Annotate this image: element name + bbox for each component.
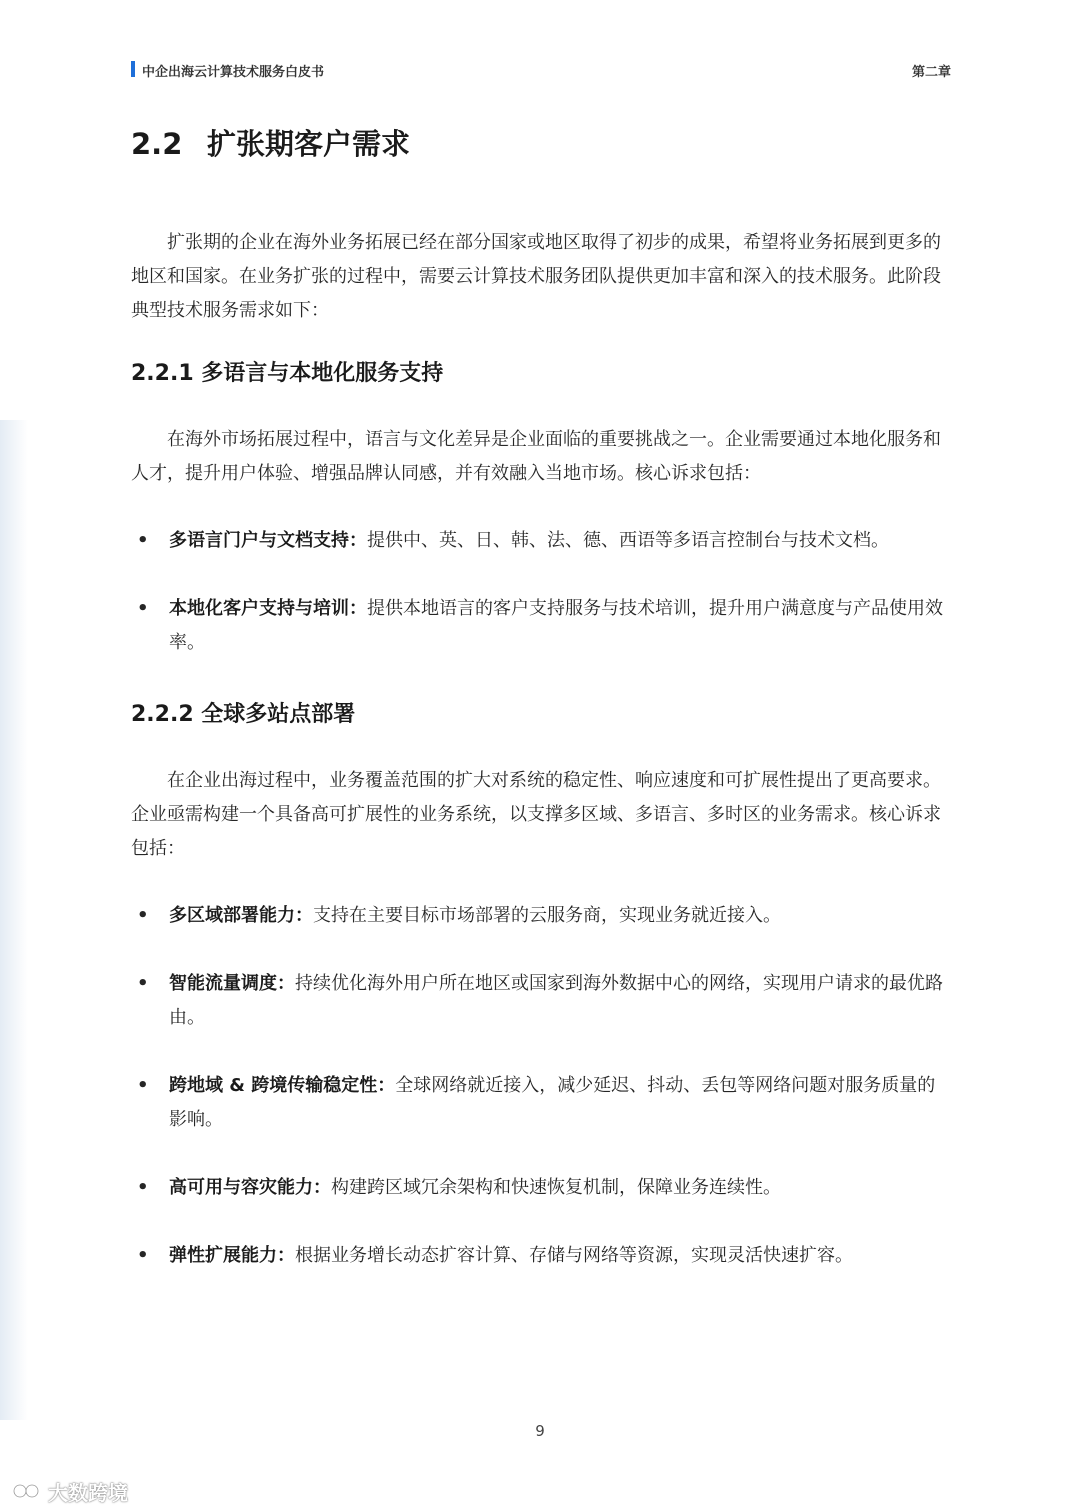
list-item-label: 本地化客户支持与培训：	[169, 598, 367, 619]
section-intro: 扩张期的企业在海外业务拓展已经在部分国家或地区取得了初步的成果，希望将业务拓展到更多的地区和国家。在业务扩张的过程中，需要云计算技术服务团队提供更加丰富和深入的技术服务。此阶段典型技术服务需求如下：	[131, 232, 941, 321]
header-chapter: 第二章	[911, 65, 951, 80]
list-item	[131, 592, 951, 660]
list-item-label: 多语言门户与文档支持：	[169, 530, 367, 551]
list-item-label: 智能流量调度：	[169, 973, 295, 994]
list-item	[131, 1171, 951, 1205]
list-item-text: 支持在主要目标市场部署的云服务商，实现业务就近接入。	[313, 905, 781, 926]
subsection-title-1: 2.2.1 多语言与本地化服务支持	[131, 361, 444, 386]
bullet-icon: •	[137, 1177, 149, 1198]
list-item	[131, 1069, 951, 1137]
subsection-intro-1: 在海外市场拓展过程中，语言与文化差异是企业面临的重要挑战之一。企业需要通过本地化服务和人才，提升用户体验、增强品牌认同感，并有效融入当地市场。核心诉求包括：	[131, 429, 941, 484]
subsection-title-2: 2.2.2 全球多站点部署	[131, 702, 356, 727]
header-accent-bar	[131, 61, 135, 77]
list-item	[131, 524, 951, 558]
list-item-text: 根据业务增长动态扩容计算、存储与网络等资源，实现灵活快速扩容。	[295, 1245, 853, 1266]
bullet-icon: •	[137, 905, 149, 926]
subsection-intro-2: 在企业出海过程中，业务覆盖范围的扩大对系统的稳定性、响应速度和可扩展性提出了更高要求。企业亟需构建一个具备高可扩展性的业务系统，以支撑多区域、多语言、多时区的业务需求。核心诉求包括：	[131, 770, 941, 859]
bullet-icon: •	[137, 1245, 149, 1266]
watermark-text: 大数跨境	[48, 1480, 128, 1505]
list-item-label: 多区域部署能力：	[169, 905, 313, 926]
running-header	[131, 58, 951, 80]
bullet-icon: •	[137, 530, 149, 551]
bullet-icon: •	[137, 598, 149, 619]
list-item-text: 全球网络就近接入，减少延迟、抖动、丢包等网络问题对服务质量的影响。	[169, 1075, 936, 1130]
list-item	[131, 967, 951, 1035]
list-item	[131, 1239, 951, 1273]
list-item-label: 高可用与容灾能力：	[169, 1177, 331, 1198]
list-item-text: 提供本地语言的客户支持服务与技术培训，提升用户满意度与产品使用效率。	[169, 598, 943, 653]
page-number: 9	[535, 1422, 545, 1440]
section-title: 扩张期客户需求	[207, 127, 411, 161]
page-content	[131, 120, 951, 1273]
section-heading	[131, 120, 951, 168]
bullet-icon: •	[137, 1075, 149, 1096]
list-item-text: 提供中、英、日、韩、法、德、西语等多语言控制台与技术文档。	[367, 530, 889, 551]
bullet-icon: •	[137, 973, 149, 994]
list-item-label: 跨地域 & 跨境传输稳定性：	[169, 1075, 396, 1096]
list-item-text: 构建跨区域冗余架构和快速恢复机制，保障业务连续性。	[331, 1177, 781, 1198]
list-item	[131, 899, 951, 933]
list-item-text: 持续优化海外用户所在地区或国家到海外数据中心的网络，实现用户请求的最优路由。	[169, 973, 943, 1028]
edge-decoration	[0, 420, 28, 1420]
watermark-logo-icon	[12, 1480, 42, 1502]
watermark	[12, 1476, 128, 1506]
header-title: 中企出海云计算技术服务白皮书	[142, 65, 325, 80]
list-item-label: 弹性扩展能力：	[169, 1245, 295, 1266]
section-number: 2.2	[131, 127, 183, 161]
